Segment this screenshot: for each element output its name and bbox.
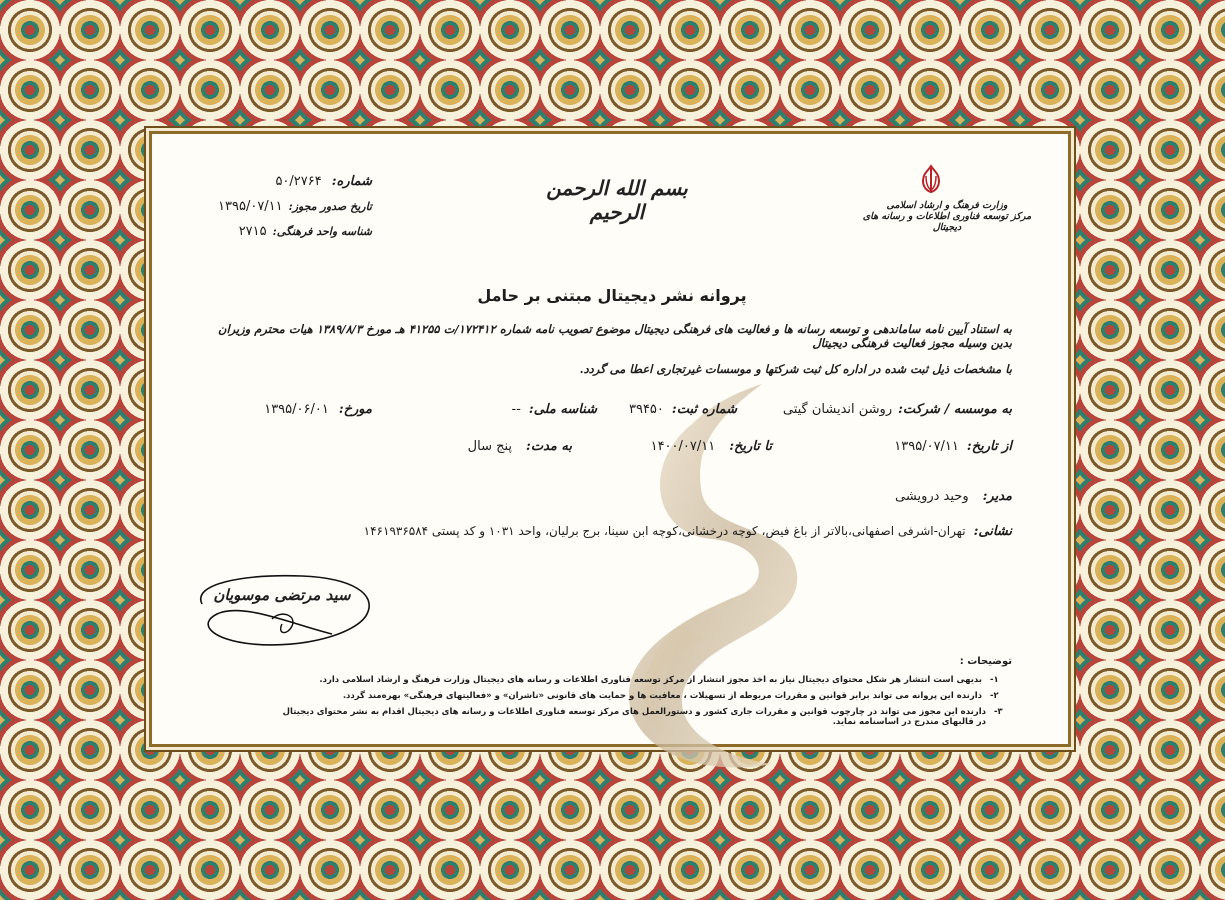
address-label: نشانی: — [973, 524, 1012, 539]
ministry-line2: مرکز توسعه فناوری اطلاعات و رسانه های دیجیتال — [862, 211, 1032, 233]
ministry-name — [852, 200, 1042, 233]
from-date-label: از تاریخ: — [966, 439, 1012, 454]
body-line2: با مشخصات ذیل ثبت شده در اداره کل ثبت شرکتها و موسسات غیرتجاری اعطا می گردد. — [579, 362, 1012, 376]
dated-label: مورخ: — [338, 402, 372, 417]
issue-date-label: تاریخ صدور مجوز: — [288, 200, 372, 213]
company-value: روشن اندیشان گیتی — [782, 402, 893, 417]
manager-field — [712, 489, 1012, 504]
company-label: به موسسه / شرکت: — [898, 402, 1012, 417]
note-text: بدیهی است انتشار هر شکل محتوای دیجیتال نیاز به اخذ مجوز انتشار از مرکز توسعه فناوری اطلاعات و رسانه های دیجیتال وزارت فرهنگ و ارشاد اسلامی دارد. — [319, 675, 982, 685]
basmala-calligraphy: بسم الله الرحمن الرحیم — [546, 176, 688, 224]
issue-date-value: ۱۳۹۵/۰۷/۱۱ — [218, 199, 283, 214]
note-item-1 — [282, 675, 1012, 685]
reg-no-field — [612, 402, 737, 417]
iran-emblem-icon — [917, 164, 945, 194]
note-number: ۲- — [990, 691, 999, 701]
dated-value: ۱۳۹۵/۰۶/۰۱ — [264, 402, 329, 417]
note-text: دارنده این مجوز می تواند در چارچوب قوانین و مقررات جاری کشور و دستورالعمل های مرکز توسعه فناوری اطلاعات و رسانه های دیجیتال اقدام به نشر محتوای دیجیتال در قالبهای مندرج در اساسنامه نماید. — [282, 707, 986, 727]
reg-no-label: شماره ثبت: — [671, 402, 737, 417]
reg-no-value: ۳۹۴۵۰ — [628, 402, 664, 417]
cultural-id-label: شناسه واحد فرهنگی: — [272, 225, 372, 238]
signature-scribble-icon — [182, 564, 382, 654]
manager-value: وحید درویشی — [895, 489, 969, 504]
from-date-field — [862, 439, 1012, 454]
cultural-id-value: ۲۷۱۵ — [238, 224, 267, 239]
address-value: تهران-اشرفی اصفهانی،بالاتر از باغ فیض، کوچه درخشانی،کوچه ابن سینا، برج برلیان، واحد ۱۰۳۱ و کد پستی ۱۴۶۱۹۳۶۵۸۴ — [363, 524, 966, 538]
note-number: ۳- — [993, 707, 1003, 717]
company-field — [742, 402, 1012, 417]
duration-field — [452, 439, 572, 454]
note-item-3 — [282, 707, 1012, 727]
note-item-2 — [282, 691, 1012, 701]
notes-heading: توضیحات : — [959, 656, 1012, 667]
number-label: شماره: — [331, 174, 372, 189]
to-date-label: تا تاریخ: — [729, 439, 772, 454]
dated-field — [242, 402, 372, 417]
from-date-value: ۱۳۹۵/۰۷/۱۱ — [894, 439, 959, 454]
header-info — [212, 174, 372, 239]
signature-block — [182, 564, 382, 654]
duration-label: به مدت: — [526, 439, 572, 454]
national-id-field — [482, 402, 597, 417]
national-id-value: -- — [511, 402, 521, 417]
to-date-value: ۱۴۰۰/۰۷/۱۱ — [650, 439, 716, 454]
note-text: دارنده این پروانه می تواند برابر قوانین و مقررات مربوطه از تسهیلات ، معافیت ها و حمایت های قانونی «ناشران» و «فعالیتهای فرهنگی» بهره‌مند گردد. — [342, 691, 982, 701]
certificate-sheet — [152, 134, 1068, 744]
to-date-field — [622, 439, 772, 454]
duration-value: پنج سال — [467, 439, 513, 454]
note-number: ۱- — [990, 675, 999, 685]
notes-section — [282, 656, 1012, 733]
page-title: پروانه نشر دیجیتال مبتنی بر حامل — [477, 286, 747, 305]
national-id-label: شناسه ملی: — [528, 402, 597, 417]
ministry-line1: وزارت فرهنگ و ارشاد اسلامی — [886, 200, 1008, 211]
number-value: ۵۰/۲۷۶۴ — [275, 174, 322, 189]
address-field — [212, 524, 1012, 539]
body-line1: به استناد آیین نامه ساماندهی و توسعه رسانه ها و فعالیت های فرهنگی دیجیتال موضوع تصویب نامه شماره ۱۷۲۴۱۲/ت ۴۱۲۵۵ هـ مورخ ۱۳۸۹/۸/۳ هیات محترم وزیران بدین وسیله مجوز فعالیت فرهنگی دیجیتال — [218, 322, 1012, 350]
signatory-name: سید مرتضی موسویان — [213, 586, 351, 604]
manager-label: مدیر: — [982, 489, 1012, 504]
